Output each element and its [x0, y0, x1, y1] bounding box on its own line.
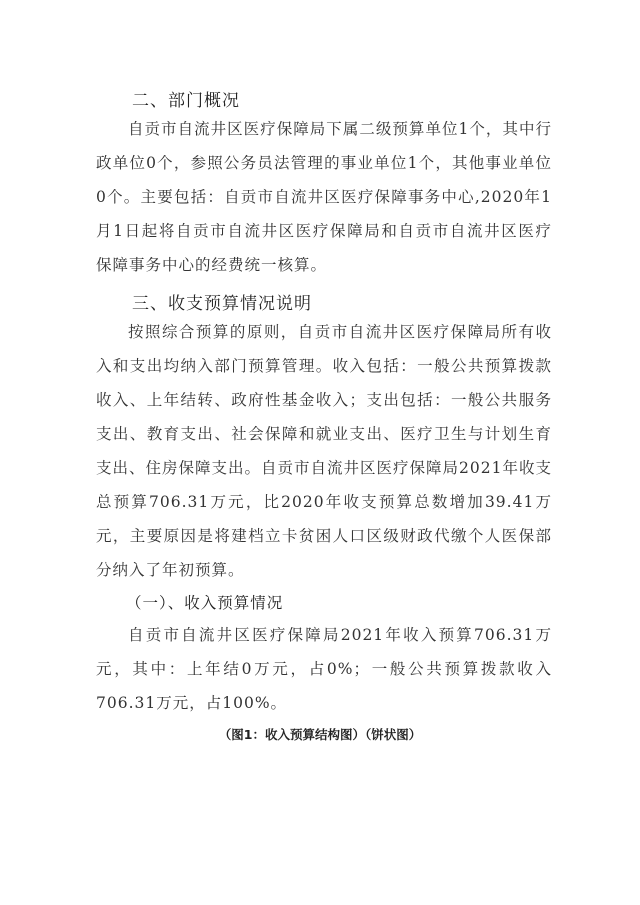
income-budget-paragraph: 自贡市自流井区医疗保障局2021年收入预算706.31万元，其中：上年结0万元，占0%；一般公共预算拨款收入706.31万元，占100%。: [96, 626, 552, 712]
department-overview-paragraph: 自贡市自流井区医疗保障局下属二级预算单位1个，其中行政单位0个，参照公务员法管理的事业单位1个，其他事业单位0个。主要包括：自贡市自流井区医疗保障事务中心,2020年1月1日起将自贡市自流井区医疗保障局和自贡市自流井区医疗保障事务中心的经费统一核算。: [96, 120, 552, 274]
section-heading-department-overview: 二、部门概况: [132, 91, 240, 111]
budget-explanation-paragraph: 按照综合预算的原则，自贡市自流井区医疗保障局所有收入和支出均纳入部门预算管理。收入包括：一般公共预算拨款收入、上年结转、政府性基金收入；支出包括：一般公共服务支出、教育支出、社会保障和就业支出、医疗卫生与计划生育支出、住房保障支出。自贡市自流井区医疗保障局2021年收支总预算706.31万元，比2020年收支预算总数增加39.41万元，主要原因是将建档立卡贫困人口区级财政代缴个人医保部分纳入了年初预算。: [96, 323, 552, 579]
figure-caption: （图1：收入预算结构图）（饼状图）: [218, 727, 422, 742]
subsection-heading-income-budget: （一）、收入预算情况: [126, 594, 284, 612]
section-heading-budget-explanation: 三、收支预算情况说明: [132, 294, 312, 314]
